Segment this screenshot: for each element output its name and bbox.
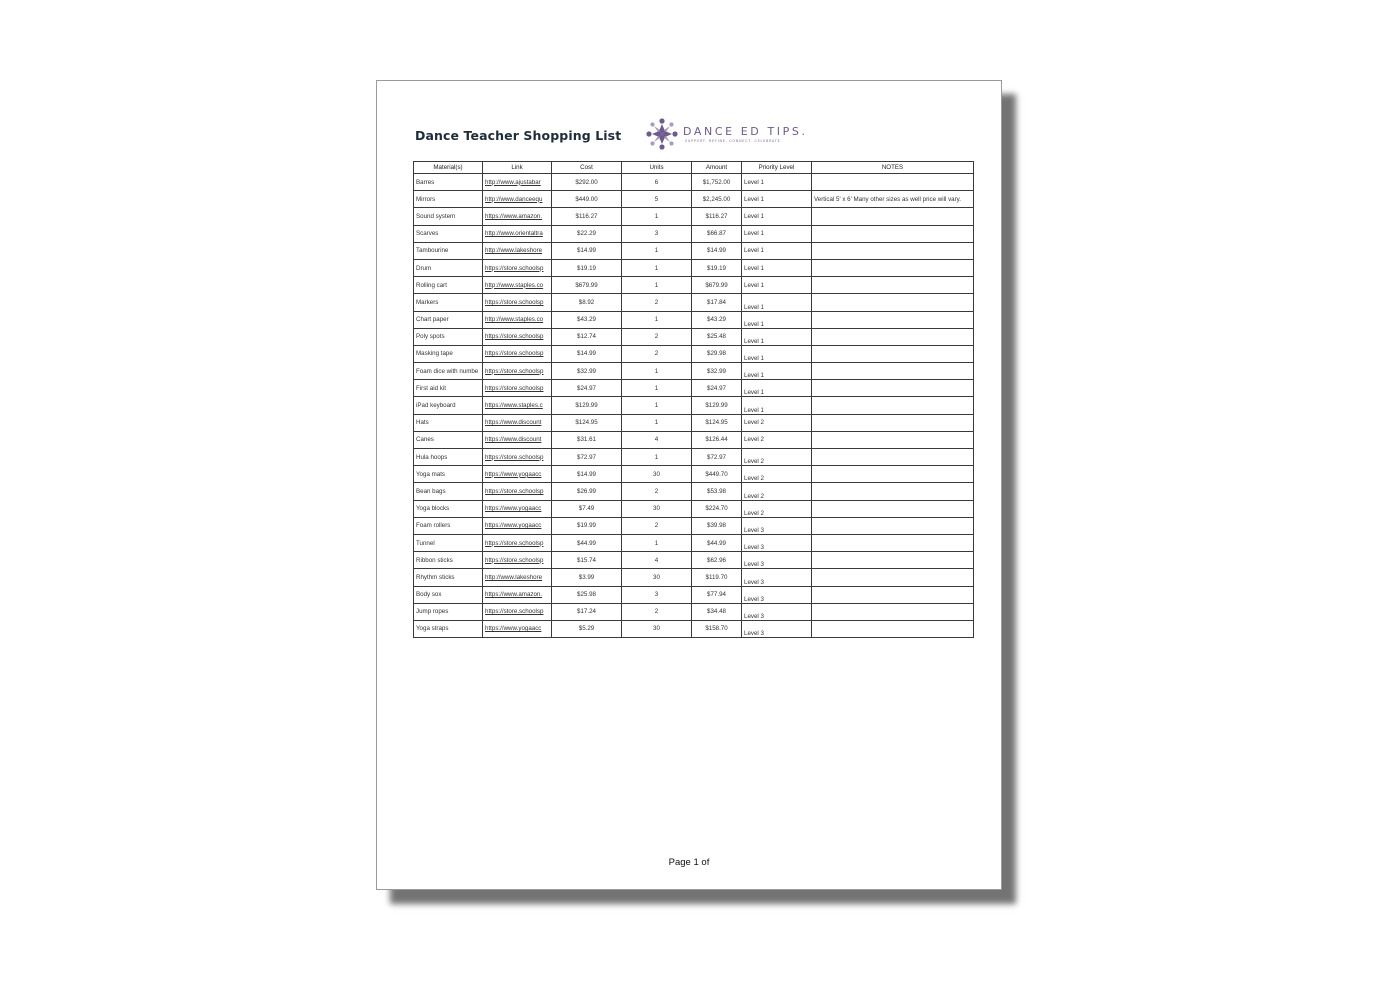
table-row — [414, 414, 974, 431]
units-cell: 1 — [622, 259, 692, 276]
amount-cell: $14.99 — [692, 242, 742, 259]
table-row — [414, 552, 974, 569]
cost-cell: $116.27 — [552, 208, 622, 225]
material-cell: Yoga blocks — [414, 500, 483, 517]
priority-cell: Level 3 — [742, 534, 812, 551]
priority-cell: Level 2 — [742, 483, 812, 500]
link-cell[interactable]: https://store.schoolsp — [483, 345, 552, 362]
material-cell: Chart paper — [414, 311, 483, 328]
amount-cell: $129.99 — [692, 397, 742, 414]
notes-cell — [812, 586, 974, 603]
link-cell[interactable]: https://store.schoolsp — [483, 294, 552, 311]
units-cell: 3 — [622, 225, 692, 242]
amount-cell: $77.94 — [692, 586, 742, 603]
amount-cell: $34.48 — [692, 603, 742, 620]
notes-cell — [812, 311, 974, 328]
table-row — [414, 620, 974, 637]
amount-cell: $124.95 — [692, 414, 742, 431]
units-cell: 2 — [622, 328, 692, 345]
amount-cell: $116.27 — [692, 208, 742, 225]
units-cell: 1 — [622, 380, 692, 397]
amount-cell: $126.44 — [692, 431, 742, 448]
priority-cell: Level 2 — [742, 414, 812, 431]
table-header-row — [414, 162, 974, 174]
link-cell[interactable]: http://www.lakeshore — [483, 242, 552, 259]
cost-cell: $15.74 — [552, 552, 622, 569]
table-row — [414, 259, 974, 276]
table-row — [414, 466, 974, 483]
amount-cell: $43.29 — [692, 311, 742, 328]
header-notes: NOTES — [812, 162, 974, 174]
amount-cell: $72.97 — [692, 449, 742, 466]
material-cell: Drum — [414, 259, 483, 276]
units-cell: 1 — [622, 363, 692, 380]
units-cell: 2 — [622, 603, 692, 620]
link-cell[interactable]: https://www.yogaacc — [483, 466, 552, 483]
notes-cell: Vertical 5' x 6' Many other sizes as well price will vary. — [812, 191, 974, 208]
material-cell: Tunnel — [414, 534, 483, 551]
priority-cell: Level 1 — [742, 259, 812, 276]
priority-cell: Level 1 — [742, 242, 812, 259]
units-cell: 1 — [622, 397, 692, 414]
table-row — [414, 174, 974, 191]
cost-cell: $12.74 — [552, 328, 622, 345]
units-cell: 30 — [622, 569, 692, 586]
notes-cell — [812, 483, 974, 500]
units-cell: 6 — [622, 174, 692, 191]
amount-cell: $53.98 — [692, 483, 742, 500]
material-cell: Foam dice with numbe — [414, 363, 483, 380]
amount-cell: $32.99 — [692, 363, 742, 380]
cost-cell: $679.99 — [552, 277, 622, 294]
notes-cell — [812, 328, 974, 345]
page-number: Page 1 of — [668, 857, 710, 868]
material-cell: Sound system — [414, 208, 483, 225]
table-row — [414, 242, 974, 259]
link-cell[interactable]: https://store.schoolsp — [483, 603, 552, 620]
material-cell: Masking tape — [414, 345, 483, 362]
table-row — [414, 380, 974, 397]
units-cell: 1 — [622, 414, 692, 431]
material-cell: Yoga mats — [414, 466, 483, 483]
header-priority-level: Priority Level — [742, 162, 812, 174]
priority-cell: Level 2 — [742, 466, 812, 483]
cost-cell: $24.97 — [552, 380, 622, 397]
link-cell[interactable]: http://www.orientaltra — [483, 225, 552, 242]
notes-cell — [812, 466, 974, 483]
table-row — [414, 449, 974, 466]
link-cell[interactable]: https://www.yogaacc — [483, 620, 552, 637]
material-cell: Bean bags — [414, 483, 483, 500]
cost-cell: $19.99 — [552, 517, 622, 534]
document-page — [376, 80, 1002, 890]
link-cell[interactable]: https://store.schoolsp — [483, 328, 552, 345]
units-cell: 2 — [622, 294, 692, 311]
priority-cell: Level 3 — [742, 552, 812, 569]
notes-cell — [812, 414, 974, 431]
cost-cell: $129.99 — [552, 397, 622, 414]
material-cell: Barres — [414, 174, 483, 191]
cost-cell: $22.29 — [552, 225, 622, 242]
cost-cell: $14.99 — [552, 242, 622, 259]
cost-cell: $72.97 — [552, 449, 622, 466]
amount-cell: $24.97 — [692, 380, 742, 397]
cost-cell: $8.92 — [552, 294, 622, 311]
amount-cell: $158.70 — [692, 620, 742, 637]
material-cell: Foam rollers — [414, 517, 483, 534]
link-cell[interactable]: https://www.amazon. — [483, 586, 552, 603]
notes-cell — [812, 552, 974, 569]
material-cell: iPad keyboard — [414, 397, 483, 414]
priority-cell: Level 1 — [742, 208, 812, 225]
amount-cell: $19.19 — [692, 259, 742, 276]
material-cell: Tambourine — [414, 242, 483, 259]
notes-cell — [812, 225, 974, 242]
notes-cell — [812, 569, 974, 586]
logo-tagline: SUPPORT. REFINE. CONNECT. CELEBRATE. — [685, 139, 783, 143]
material-cell: Poly spots — [414, 328, 483, 345]
link-cell[interactable]: http://www.staples.co — [483, 311, 552, 328]
priority-cell: Level 1 — [742, 311, 812, 328]
notes-cell — [812, 363, 974, 380]
link-cell[interactable]: https://store.schoolsp — [483, 449, 552, 466]
cost-cell: $19.19 — [552, 259, 622, 276]
cost-cell: $292.00 — [552, 174, 622, 191]
header-amount: Amount — [692, 162, 742, 174]
link-cell[interactable]: https://www.staples.c — [483, 397, 552, 414]
units-cell: 1 — [622, 311, 692, 328]
notes-cell — [812, 603, 974, 620]
priority-cell: Level 1 — [742, 397, 812, 414]
cost-cell: $3.99 — [552, 569, 622, 586]
priority-cell: Level 3 — [742, 586, 812, 603]
amount-cell: $25.48 — [692, 328, 742, 345]
link-cell[interactable]: https://store.schoolsp — [483, 363, 552, 380]
table-row — [414, 483, 974, 500]
link-cell[interactable]: https://www.discount — [483, 414, 552, 431]
priority-cell: Level 3 — [742, 517, 812, 534]
notes-cell — [812, 431, 974, 448]
amount-cell: $39.98 — [692, 517, 742, 534]
material-cell: Rhythm sticks — [414, 569, 483, 586]
priority-cell: Level 1 — [742, 225, 812, 242]
header-link: Link — [483, 162, 552, 174]
link-cell[interactable]: http://www.ajustabar — [483, 174, 552, 191]
units-cell: 2 — [622, 517, 692, 534]
amount-cell: $224.70 — [692, 500, 742, 517]
material-cell: Jump ropes — [414, 603, 483, 620]
link-cell[interactable]: https://store.schoolsp — [483, 534, 552, 551]
link-cell[interactable]: http://www.lakeshore — [483, 569, 552, 586]
table-row — [414, 277, 974, 294]
priority-cell: Level 1 — [742, 328, 812, 345]
link-cell[interactable]: https://store.schoolsp — [483, 552, 552, 569]
table-row — [414, 191, 974, 208]
units-cell: 1 — [622, 208, 692, 225]
units-cell: 2 — [622, 483, 692, 500]
amount-cell: $1,752.00 — [692, 174, 742, 191]
shopping-list-table — [413, 161, 974, 638]
cost-cell: $124.95 — [552, 414, 622, 431]
notes-cell — [812, 500, 974, 517]
priority-cell: Level 1 — [742, 345, 812, 362]
priority-cell: Level 2 — [742, 431, 812, 448]
table-row — [414, 208, 974, 225]
cost-cell: $17.24 — [552, 603, 622, 620]
table-row — [414, 294, 974, 311]
dance-ed-tips-logo-icon — [645, 117, 679, 151]
units-cell: 1 — [622, 449, 692, 466]
table-row — [414, 363, 974, 380]
units-cell: 30 — [622, 466, 692, 483]
priority-cell: Level 3 — [742, 569, 812, 586]
notes-cell — [812, 620, 974, 637]
link-cell[interactable]: https://store.schoolsp — [483, 380, 552, 397]
dance-ed-tips-logo — [645, 117, 825, 153]
link-cell[interactable]: https://www.discount — [483, 431, 552, 448]
material-cell: Hats — [414, 414, 483, 431]
amount-cell: $449.70 — [692, 466, 742, 483]
priority-cell: Level 1 — [742, 380, 812, 397]
material-cell: Ribbon sticks — [414, 552, 483, 569]
priority-cell: Level 2 — [742, 449, 812, 466]
table-row — [414, 431, 974, 448]
units-cell: 1 — [622, 534, 692, 551]
notes-cell — [812, 174, 974, 191]
notes-cell — [812, 534, 974, 551]
material-cell: Body sox — [414, 586, 483, 603]
link-cell[interactable]: http://www.danceequ — [483, 191, 552, 208]
priority-cell: Level 1 — [742, 191, 812, 208]
cost-cell: $14.99 — [552, 345, 622, 362]
notes-cell — [812, 208, 974, 225]
units-cell: 1 — [622, 277, 692, 294]
cost-cell: $14.99 — [552, 466, 622, 483]
table-row — [414, 603, 974, 620]
table-row — [414, 500, 974, 517]
header-cost: Cost — [552, 162, 622, 174]
priority-cell: Level 3 — [742, 620, 812, 637]
amount-cell: $29.98 — [692, 345, 742, 362]
document-title: Dance Teacher Shopping List — [415, 128, 622, 143]
link-cell[interactable]: https://store.schoolsp — [483, 483, 552, 500]
material-cell: Mirrors — [414, 191, 483, 208]
link-cell[interactable]: https://www.amazon. — [483, 208, 552, 225]
amount-cell: $2,245.00 — [692, 191, 742, 208]
amount-cell: $66.87 — [692, 225, 742, 242]
notes-cell — [812, 242, 974, 259]
cost-cell: $26.99 — [552, 483, 622, 500]
amount-cell: $44.99 — [692, 534, 742, 551]
priority-cell: Level 1 — [742, 363, 812, 380]
units-cell: 30 — [622, 620, 692, 637]
cost-cell: $25.98 — [552, 586, 622, 603]
priority-cell: Level 3 — [742, 603, 812, 620]
notes-cell — [812, 345, 974, 362]
table-row — [414, 311, 974, 328]
notes-cell — [812, 397, 974, 414]
material-cell: First aid kit — [414, 380, 483, 397]
units-cell: 4 — [622, 431, 692, 448]
logo-name: DANCE ED TIPS. — [683, 125, 808, 138]
notes-cell — [812, 380, 974, 397]
notes-cell — [812, 517, 974, 534]
table-row — [414, 586, 974, 603]
material-cell: Scarves — [414, 225, 483, 242]
material-cell: Canes — [414, 431, 483, 448]
priority-cell: Level 1 — [742, 174, 812, 191]
units-cell: 30 — [622, 500, 692, 517]
units-cell: 3 — [622, 586, 692, 603]
amount-cell: $62.96 — [692, 552, 742, 569]
priority-cell: Level 2 — [742, 500, 812, 517]
material-cell: Yoga straps — [414, 620, 483, 637]
notes-cell — [812, 259, 974, 276]
priority-cell: Level 1 — [742, 294, 812, 311]
link-cell[interactable]: https://www.yogaacc — [483, 517, 552, 534]
cost-cell: $7.49 — [552, 500, 622, 517]
material-cell: Markers — [414, 294, 483, 311]
notes-cell — [812, 449, 974, 466]
header-units: Units — [622, 162, 692, 174]
table-row — [414, 534, 974, 551]
link-cell[interactable]: https://www.yogaacc — [483, 500, 552, 517]
table-row — [414, 345, 974, 362]
cost-cell: $5.29 — [552, 620, 622, 637]
notes-cell — [812, 277, 974, 294]
table-row — [414, 225, 974, 242]
units-cell: 2 — [622, 345, 692, 362]
material-cell: Rolling cart — [414, 277, 483, 294]
cost-cell: $43.29 — [552, 311, 622, 328]
units-cell: 4 — [622, 552, 692, 569]
cost-cell: $31.61 — [552, 431, 622, 448]
cost-cell: $449.00 — [552, 191, 622, 208]
priority-cell: Level 1 — [742, 277, 812, 294]
link-cell[interactable]: http://www.staples.co — [483, 277, 552, 294]
material-cell: Hula hoops — [414, 449, 483, 466]
units-cell: 5 — [622, 191, 692, 208]
amount-cell: $679.99 — [692, 277, 742, 294]
amount-cell: $119.70 — [692, 569, 742, 586]
units-cell: 1 — [622, 242, 692, 259]
table-row — [414, 517, 974, 534]
header-materials: Material(s) — [414, 162, 483, 174]
link-cell[interactable]: https://store.schoolsp — [483, 259, 552, 276]
amount-cell: $17.84 — [692, 294, 742, 311]
table-row — [414, 328, 974, 345]
table-row — [414, 569, 974, 586]
cost-cell: $44.99 — [552, 534, 622, 551]
cost-cell: $32.99 — [552, 363, 622, 380]
table-row — [414, 397, 974, 414]
notes-cell — [812, 294, 974, 311]
